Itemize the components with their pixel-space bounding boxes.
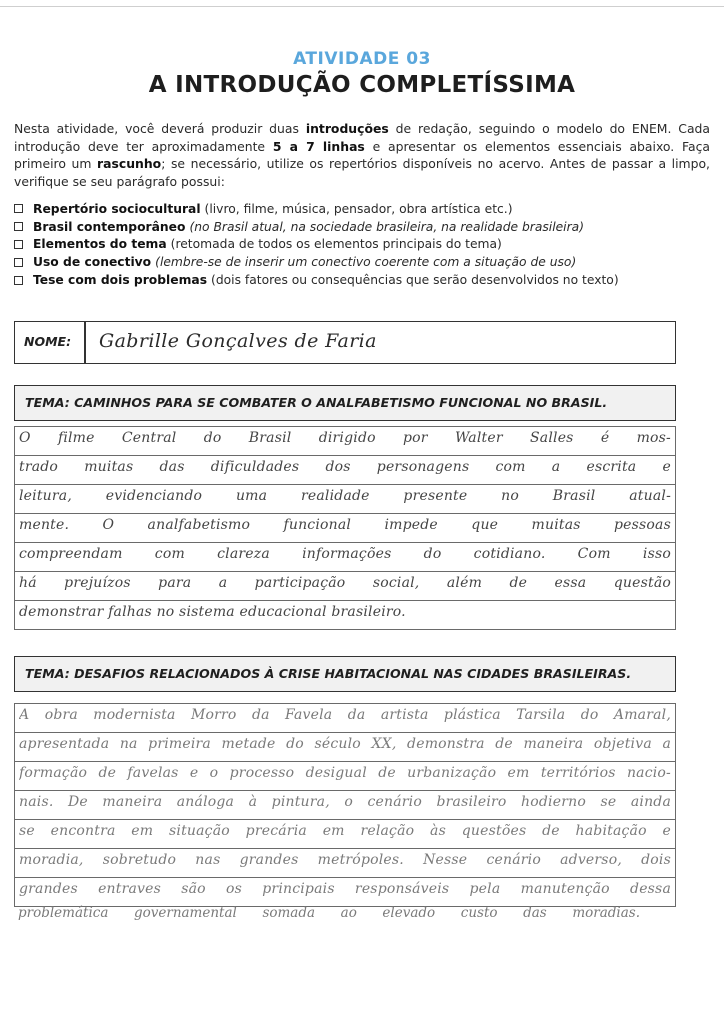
theme-1-title: TEMA: CAMINHOS PARA SE COMBATER O ANALFABETISMO FUNCIONAL NO BRASIL. [14, 385, 676, 421]
handwritten-text: formação de favelas e o processo desigual de urbanização em territórios nacio- [19, 765, 671, 781]
name-field[interactable] [14, 321, 676, 364]
instructions-text: de redação, seguindo o modelo do ENEM. Cada introdução deve ter aproximadamente [14, 121, 711, 154]
handwritten-text: apresentada na primeira metade do século XX, demonstra de maneira objetiva a [19, 736, 671, 752]
answer-line [14, 484, 676, 514]
instructions-bold: 5 a 7 linhas [272, 138, 365, 154]
checklist-item-desc: (lembre-se de inserir um conectivo coerente com a situação de uso) [155, 255, 577, 270]
handwritten-text: grandes entraves são os principais responsáveis pela manutenção dessa [19, 881, 671, 897]
checklist-item-title: Uso de conectivo [33, 255, 152, 270]
top-rule [0, 6, 724, 7]
answer-line [14, 542, 676, 572]
answer-line [14, 703, 676, 733]
checklist-item-title: Repertório sociocultural [33, 201, 201, 216]
answer-line [14, 513, 676, 543]
answer-line [14, 819, 676, 849]
instructions-paragraph [14, 120, 710, 190]
theme-2-answer[interactable] [14, 703, 676, 906]
checkbox[interactable] [14, 240, 23, 249]
handwritten-text: trado muitas das dificuldades dos personagens com a escrita e [19, 459, 671, 475]
name-value[interactable]: Gabrille Gonçalves de Faria [99, 330, 377, 352]
page-title: A INTRODUÇÃO COMPLETÍSSIMA [148, 72, 576, 98]
checklist-item [14, 253, 714, 271]
handwritten-text: moradia, sobretudo nas grandes metrópoles. Nesse cenário adverso, dois [19, 852, 671, 868]
checklist-item-title: Tese com dois problemas [33, 273, 208, 288]
checklist-item-desc: (dois fatores ou consequências que serão desenvolvidos no texto) [211, 273, 619, 288]
instructions-bold: introduções [305, 121, 389, 136]
name-label: NOME: [24, 334, 72, 349]
answer-line [14, 761, 676, 791]
checklist-item-desc: (no Brasil atual, na sociedade brasileira, na realidade brasileira) [189, 219, 584, 234]
answer-line [14, 790, 676, 820]
checklist-item [14, 271, 714, 289]
handwritten-text: nais. De maneira análoga à pintura, o cenário brasileiro hodierno se ainda [19, 794, 671, 810]
checklist-item-title: Elementos do tema [33, 237, 167, 252]
handwritten-text: leitura, evidenciando uma realidade presente no Brasil atual- [19, 488, 671, 504]
checklist-item [14, 236, 714, 254]
checklist-item [14, 218, 714, 236]
name-divider [84, 322, 86, 363]
handwritten-text: mente. O analfabetismo funcional impede que muitas pessoas [19, 517, 671, 533]
checkbox[interactable] [14, 258, 23, 267]
activity-number: ATIVIDADE 03 [293, 49, 431, 69]
handwritten-text: demonstrar falhas no sistema educacional brasileiro. [19, 604, 406, 620]
handwritten-text: se encontra em situação precária em relação às questões de habitação e [19, 823, 671, 839]
checklist [14, 200, 714, 289]
handwritten-text: há prejuízos para a participação social, além de essa questão [19, 575, 671, 591]
answer-line [14, 848, 676, 878]
answer-line [14, 455, 676, 485]
checkbox[interactable] [14, 222, 23, 231]
instructions-text: e apresentar os elementos essenciais abaixo. Faça primeiro um [14, 138, 710, 171]
checklist-item-desc: (retomada de todos os elementos principais do tema) [170, 237, 502, 252]
theme-2-title: TEMA: DESAFIOS RELACIONADOS À CRISE HABITACIONAL NAS CIDADES BRASILEIRAS. [14, 656, 676, 692]
handwritten-text: O filme Central do Brasil dirigido por Walter Salles é mos- [19, 430, 671, 446]
answer-line [14, 426, 676, 456]
answer-line [14, 600, 676, 630]
checklist-item-title: Brasil contemporâneo [33, 219, 186, 234]
checkbox[interactable] [14, 276, 23, 285]
checklist-item [14, 200, 714, 218]
answer-line [14, 732, 676, 762]
answer-line [14, 877, 676, 907]
handwritten-text: A obra modernista Morro da Favela da artista plástica Tarsila do Amaral, [19, 707, 671, 723]
instructions-text: Nesta atividade, você deverá produzir duas [14, 121, 306, 136]
handwritten-text: compreendam com clareza informações do cotidiano. Com isso [19, 546, 671, 562]
instructions-text: ; se necessário, utilize os repertórios disponíveis no acervo. Antes de passar a limpo, verifique se seu parágrafo possui: [14, 156, 710, 189]
answer-line [14, 571, 676, 601]
checklist-item-desc: (livro, filme, música, pensador, obra artística etc.) [204, 201, 513, 216]
checkbox[interactable] [14, 204, 23, 213]
theme-1-answer[interactable] [14, 426, 676, 629]
handwritten-overflow-line: problemática governamental somada ao elevado custo das moradias. [18, 905, 640, 921]
instructions-bold: rascunho [97, 156, 162, 171]
